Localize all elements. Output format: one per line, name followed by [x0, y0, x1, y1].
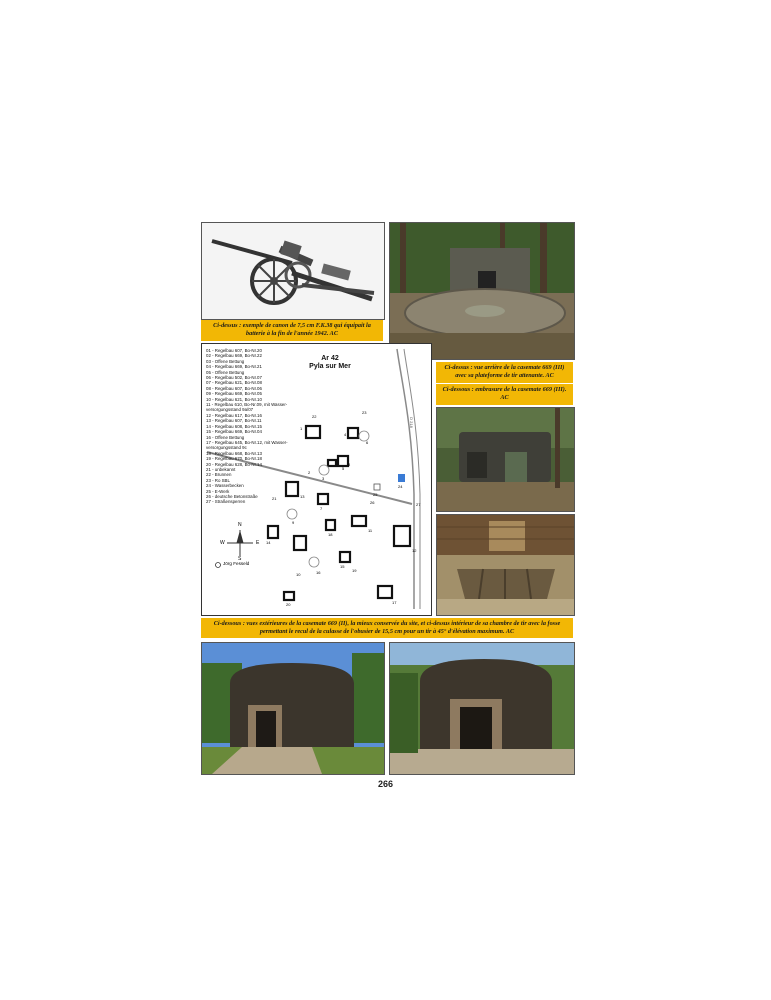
map-title-line1: Ar 42 [321, 355, 339, 362]
compass-e: E [256, 540, 260, 546]
map-number: 2 [308, 470, 311, 475]
compass-s: S [238, 556, 242, 562]
legend-item: 26 - deutsche Betonstraße [206, 493, 258, 499]
map-number: 19 [352, 568, 357, 573]
field-gun-illustration [202, 223, 384, 319]
map-number: 11 [368, 528, 373, 533]
gun-caption: Ci-dessus : exemple de canon de 7,5 cm F.K.38 qui équipait la batterie à la fin de l'année 1942. AC [201, 320, 383, 341]
map-number: 25 [373, 492, 378, 497]
map-number: 20 [286, 602, 291, 607]
legend-item: 13 - Regelbau 607, Bo-Nr.11 [206, 418, 262, 424]
legend-item: 21 - unbekannt [206, 466, 236, 472]
map-legend [206, 348, 317, 505]
legend-item: 08 - Regelbau 607, Bo-Nr.06 [206, 385, 262, 391]
map-number: 10 [296, 572, 301, 577]
compass-w: W [220, 540, 225, 546]
map-number: 17 [392, 600, 397, 605]
map-number: 24 [398, 484, 403, 489]
legend-item: 18 - Regelbau 668, Bo-Nr.13 [206, 450, 262, 456]
legend-item: 03 - Offene Bettung [206, 358, 245, 364]
casemate-forest-photo [436, 407, 575, 512]
legend-item: 05 - Offene Bettung [206, 369, 245, 375]
legend-item: 25 - E-Werk [206, 488, 230, 494]
legend-item: 27 - Straßensperren [206, 499, 246, 505]
casemate-exterior-photo-right [389, 642, 575, 775]
compass-n: N [238, 522, 242, 528]
legend-item: 23 - Ro SBL [206, 477, 230, 483]
gun-photo [201, 222, 385, 320]
map-number: 27 [416, 502, 421, 507]
map-number: 1 [300, 426, 303, 431]
map-number: 18 [328, 532, 333, 537]
casemate-interior-photo [436, 514, 575, 616]
page-number: 266 [377, 779, 394, 789]
legend-item: 16 - Offene Bettung [206, 434, 245, 440]
map-credit: Jörg Fesseld [223, 561, 250, 566]
bottom-caption: Ci-dessous : vues extérieures de la casemate 669 (II), la mieux conservée du site, et ci-dessus intérieur de sa chambre de tir avec la fosse permettant le recul de la culasse de l'obusier de 15,5 cm pour un tir à 45° d'élévation maximum. AC [201, 618, 573, 638]
map-number: 7 [320, 506, 323, 511]
map-number: 26 [370, 500, 375, 505]
forest-casemate-photo [389, 222, 575, 360]
legend-item: 07 - Regelbau 621, Bo-Nr.08 [206, 380, 262, 386]
map-title-line2: Pyla sur Mer [309, 363, 351, 370]
map-number: 12 [412, 548, 417, 553]
map-number: 21 [272, 496, 277, 501]
legend-item: 04 - Regelbau 669, Bo-Nr.21 [206, 364, 262, 370]
map-number: 8 [348, 462, 351, 467]
map-number: 4 [344, 432, 347, 437]
map-number: 5 [342, 466, 345, 471]
legend-item: 02 - Regelbau 669, Bo-Nr.22 [206, 353, 262, 359]
map-road-label: D 218 [408, 417, 414, 428]
map-number: 23 [362, 410, 367, 415]
casemate-exterior-photo-left [201, 642, 385, 775]
legend-item: versorgungsstand 9a/07 [206, 407, 254, 413]
map-number: 3 [322, 476, 325, 481]
map-number: 22 [312, 414, 317, 419]
legend-item: 19 - Regelbau 670, Bo-Nr.18 [206, 456, 262, 462]
legend-item: 24 - Wasserbecken [206, 483, 244, 489]
legend-item: 10 - Regelbau 621, Bo-Nr.10 [206, 396, 262, 402]
map-number: 16 [316, 570, 321, 575]
legend-item: 17 - Regelbau 645, Bo-Nr.12, mit Wasser- [206, 439, 288, 445]
legend-item: 22 - Brunnen [206, 472, 232, 478]
map-number: 13 [300, 494, 305, 499]
legend-item: 01 - Regelbau 607, Bo-Nr.20 [206, 348, 262, 353]
rear-caption: Ci-dessus : vue arrière de la casemate 669 (III) avec sa plateforme de tir attenante. AC [436, 362, 573, 383]
embrasure-caption: Ci-dessous : embrasure de la casemate 669 (III). AC [436, 384, 573, 405]
legend-item: 15 - Regelbau 669, Bo-Nr.04 [206, 429, 262, 435]
map-number: 6 [366, 440, 369, 445]
legend-item: 14 - Regelbau 608, Bo-Nr.15 [206, 423, 262, 429]
legend-item: 20 - Regelbau 628, Bo-Nr.14 [206, 461, 262, 467]
legend-item: 11 - Regelbau 610, Bo-Nr.09, mit Wasser- [206, 402, 288, 408]
map-number: 14 [266, 540, 271, 545]
map-number: 9 [292, 520, 295, 525]
legend-item: 09 - Regelbau 669, Bo-Nr.05 [206, 391, 262, 397]
legend-item: versorgungsstand 9c [206, 445, 247, 451]
legend-item: 12 - Regelbau 617, Bo-Nr.16 [206, 412, 262, 418]
legend-item: 06 - Regelbau 502, Bo-Nr.07 [206, 375, 262, 381]
map-number: 15 [340, 564, 345, 569]
